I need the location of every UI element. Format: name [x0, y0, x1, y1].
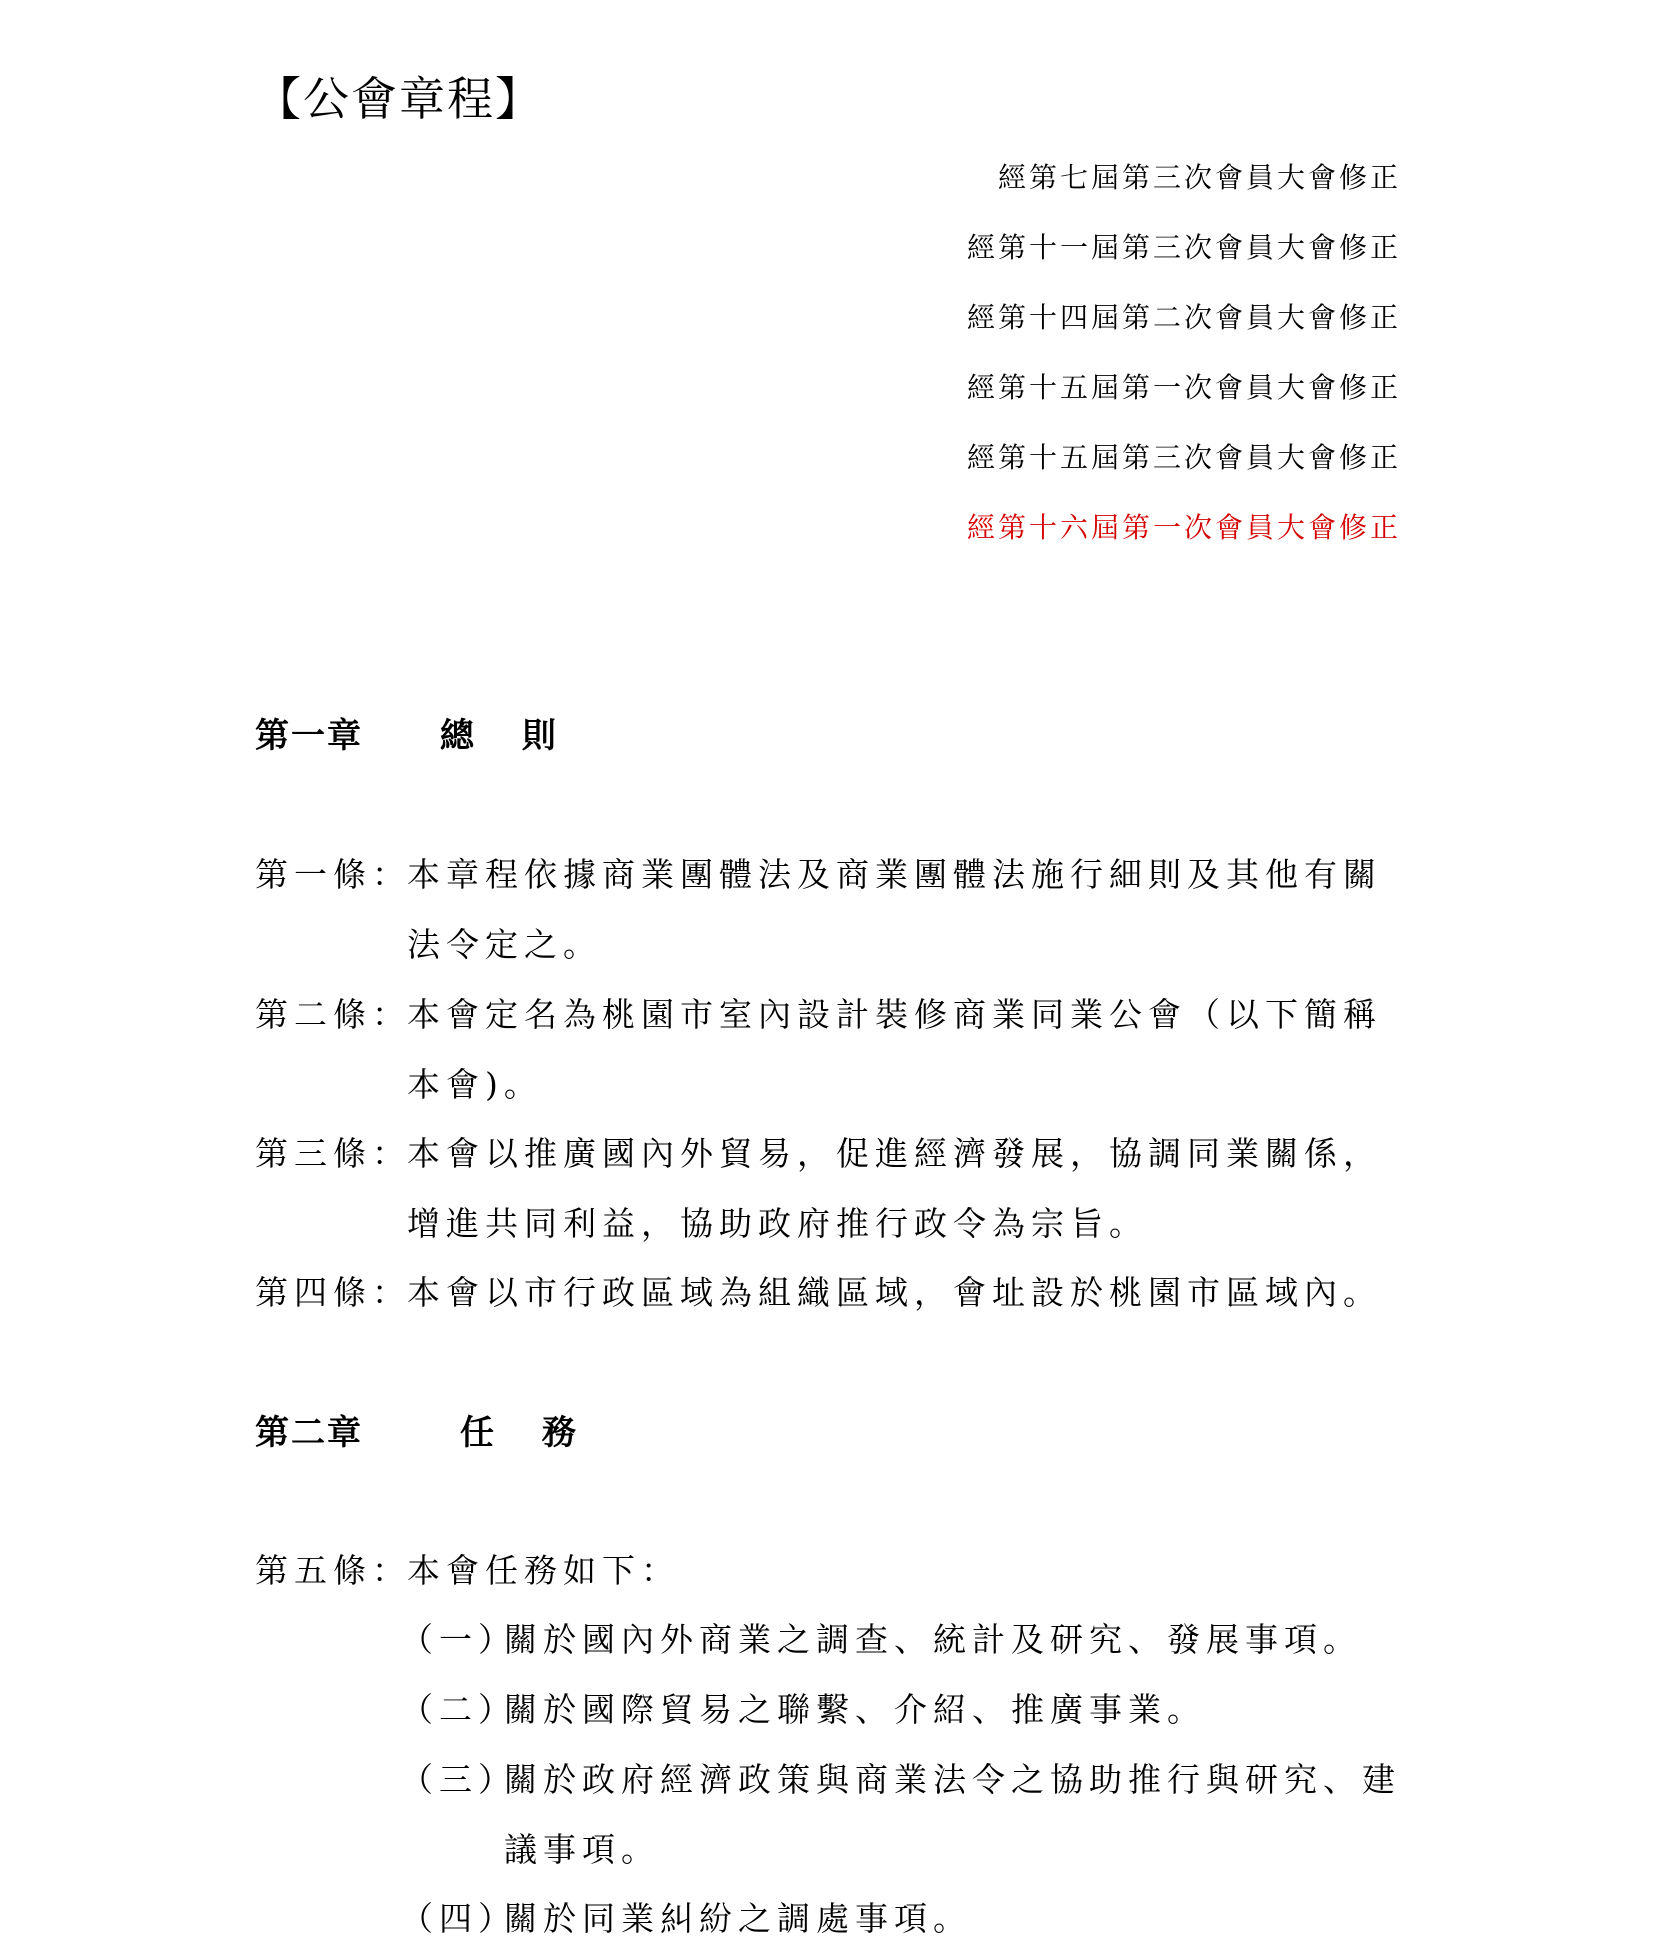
article-label: 第五條：: [255, 1551, 411, 1590]
item-body: [504, 1675, 1206, 1745]
article-line: 增進共同利益，協助政府推行政令為宗旨。: [407, 1204, 1148, 1243]
item-body: [504, 1745, 1401, 1885]
amendment-history: [967, 155, 1401, 575]
article-line: 本會定名為桃園市室內設計裝修商業同業公會（以下簡稱: [407, 995, 1382, 1034]
article-label: 第二條：: [255, 995, 411, 1034]
item-number: （三）: [400, 1760, 517, 1799]
article-line: 本會以推廣國內外貿易，促進經濟發展，協調同業關係，: [407, 1134, 1382, 1173]
article: [255, 1536, 1415, 1606]
list-item: [400, 1675, 1206, 1745]
amendment-note-latest: 經第十六屆第一次會員大會修正: [966, 511, 1401, 544]
item-line: 關於政府經濟政策與商業法令之協助推行與研究、建: [504, 1760, 1401, 1799]
chapter-title: 任 務: [460, 1413, 594, 1453]
article-line: 法令定之。: [407, 925, 602, 964]
article: [255, 980, 1415, 1120]
article-body: [407, 1536, 1407, 1606]
item-line: 關於國際貿易之聯繫、介紹、推廣事業。: [504, 1690, 1206, 1729]
list-item: [400, 1745, 1401, 1885]
article-label: 第一條：: [255, 855, 411, 894]
article: [255, 840, 1415, 980]
item-body: [504, 1605, 1362, 1675]
list-item: [400, 1605, 1362, 1675]
amendment-note: 經第十四屆第二次會員大會修正: [966, 301, 1401, 334]
article-line: 本章程依據商業團體法及商業團體法施行細則及其他有關: [407, 855, 1382, 894]
article-line: 本會)。: [407, 1065, 543, 1104]
amendment-note: 經第十五屆第三次會員大會修正: [966, 441, 1401, 474]
article-body: [407, 980, 1407, 1120]
article-label: 第三條：: [255, 1134, 411, 1173]
item-number: （一）: [400, 1620, 517, 1659]
document-title: 【公會章程】: [255, 72, 543, 126]
article-body: [407, 1258, 1407, 1328]
chapter-heading: [255, 1405, 594, 1454]
article-line: 本會任務如下：: [407, 1551, 680, 1590]
item-body: [504, 1884, 972, 1954]
item-number: （四）: [400, 1899, 517, 1938]
amendment-note: 經第十一屆第三次會員大會修正: [966, 231, 1401, 264]
amendment-note: 經第七屆第三次會員大會修正: [997, 161, 1401, 194]
amendment-note: 經第十五屆第一次會員大會修正: [966, 371, 1401, 404]
chapter-number: 第二章: [255, 1413, 363, 1453]
article-body: [407, 840, 1407, 980]
article-line: 本會以市行政區域為組織區域，會址設於桃園市區域內。: [407, 1273, 1382, 1312]
list-item: [400, 1884, 972, 1954]
item-line: 關於同業糾紛之調處事項。: [504, 1899, 972, 1938]
item-number: （二）: [400, 1690, 517, 1729]
chapter-number: 第一章: [255, 716, 363, 756]
item-line: 關於國內外商業之調查、統計及研究、發展事項。: [504, 1620, 1362, 1659]
article: [255, 1258, 1415, 1328]
article: [255, 1119, 1415, 1259]
chapter-title: 總 則: [440, 716, 574, 756]
article-label: 第四條：: [255, 1273, 411, 1312]
item-line: 議事項。: [504, 1830, 660, 1869]
chapter-heading: [255, 708, 574, 757]
article-body: [407, 1119, 1407, 1259]
